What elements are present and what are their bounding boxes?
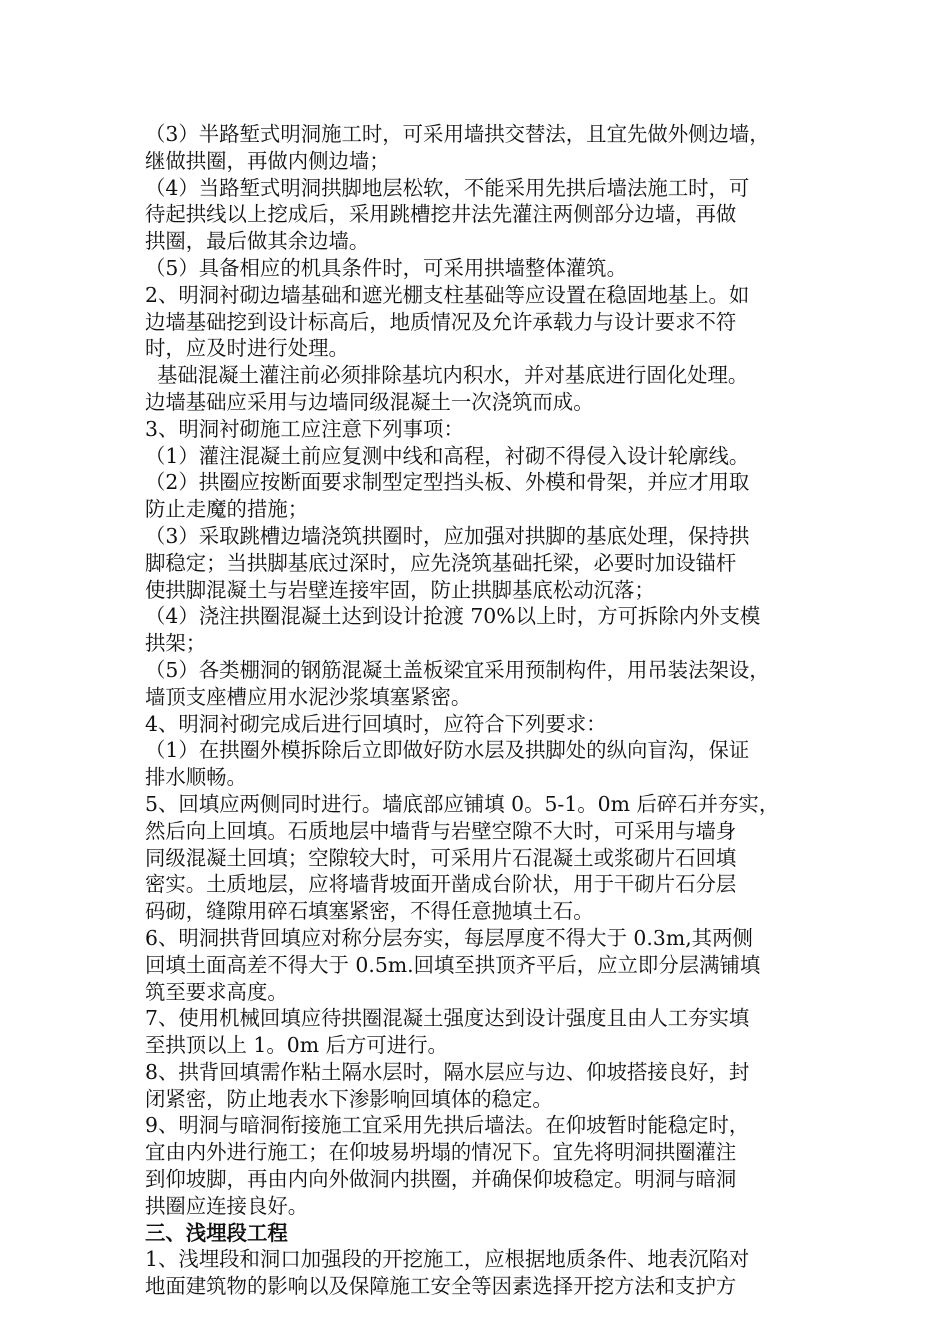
text-line: 9、明洞与暗洞衔接施工宜采用先拱后墙法。在仰坡暂时能稳定时，	[145, 1113, 750, 1138]
text-line: 继做拱圈，再做内侧边墙；	[145, 148, 390, 173]
text-line: 筑至要求高度。	[145, 979, 288, 1004]
text-line: 基础混凝土灌注前必须排除基坑内积水，并对基底进行固化处理。	[157, 363, 749, 388]
document-body	[145, 121, 845, 1300]
text-line: （4）浇注拱圈混凝土达到设计抢渡 70%以上时，方可拆除内外支模	[145, 604, 761, 629]
text-line: 码砌，缝隙用碎石填塞紧密，不得任意抛填土石。	[145, 899, 594, 924]
text-line: 排水顺畅。	[145, 765, 247, 790]
text-line: 然后向上回填。石质地层中墙背与岩壁空隙不大时，可采用与墙身	[145, 818, 737, 843]
text-line: 8、拱背回填需作粘土隔水层时，隔水层应与边、仰坡搭接良好，封	[145, 1059, 750, 1084]
text-line: 墙顶支座槽应用水泥沙浆填塞紧密。	[145, 684, 472, 709]
text-line: 边墙基础应采用与边墙同级混凝土一次浇筑而成。	[145, 389, 594, 414]
text-line: 密实。土质地层，应将墙背坡面开凿成台阶状，用于干砌片石分层	[145, 872, 737, 897]
text-line: （5）各类棚洞的钢筋混凝土盖板梁宜采用预制构件，用吊装法架设，	[145, 657, 770, 682]
text-line: 7、使用机械回填应待拱圈混凝土强度达到设计强度且由人工夯实填	[145, 1006, 750, 1031]
text-line: 6、明洞拱背回填应对称分层夯实，每层厚度不得大于 0.3m,其两侧	[145, 925, 753, 950]
text-line: 1、浅埋段和洞口加强段的开挖施工，应根据地质条件、地表沉陷对	[145, 1247, 750, 1272]
text-line: （3）半路堑式明洞施工时，可采用墙拱交替法，且宜先做外侧边墙，	[145, 122, 770, 146]
section-heading: 三、浅埋段工程	[145, 1220, 288, 1245]
text-line: 宜由内外进行施工；在仰坡易坍塌的情况下。宜先将明洞拱圈灌注	[145, 1140, 737, 1165]
text-line: 使拱脚混凝土与岩壁连接牢固，防止拱脚基底松动沉落；	[145, 577, 655, 602]
text-line: 4、明洞衬砌完成后进行回填时，应符合下列要求：	[145, 711, 607, 736]
text-line: 到仰坡脚，再由内向外做洞内拱圈，并确保仰坡稳定。明洞与暗洞	[145, 1167, 737, 1192]
text-line: （3）采取跳槽边墙浇筑拱圈时，应加强对拱脚的基底处理，保持拱	[145, 523, 750, 548]
text-line: （2）拱圈应按断面要求制型定型挡头板、外模和骨架，并应才用取	[145, 470, 750, 495]
text-line: 防止走魔的措施；	[145, 497, 309, 522]
text-line: 拱圈应连接良好。	[145, 1193, 309, 1218]
text-line: 至拱顶以上 1。0m 后方可进行。	[145, 1033, 448, 1058]
text-line: 5、回填应两侧同时进行。墙底部应铺填 0。5-1。0m 后碎石并夯实，	[145, 791, 780, 816]
text-line: 闭紧密，防止地表水下渗影响回填体的稳定。	[145, 1086, 553, 1111]
text-line: 边墙基础挖到设计标高后，地质情况及允许承载力与设计要求不符	[145, 309, 737, 334]
text-line: 同级混凝土回填；空隙较大时，可采用片石混凝土或浆砌片石回填	[145, 845, 737, 870]
text-line: （1）在拱圈外模拆除后立即做好防水层及拱脚处的纵向盲沟，保证	[145, 738, 750, 763]
text-line: 地面建筑物的影响以及保障施工安全等因素选择开挖方法和支护方	[145, 1274, 737, 1299]
text-line: 待起拱线以上挖成后，采用跳槽挖井法先灌注两侧部分边墙，再做	[145, 202, 737, 227]
text-line: （4）当路堑式明洞拱脚地层松软，不能采用先拱后墙法施工时，可	[145, 175, 750, 200]
text-line: 拱架；	[145, 631, 207, 656]
text-line: 拱圈，最后做其余边墙。	[145, 229, 370, 254]
text-line: 3、明洞衬砌施工应注意下列事项：	[145, 416, 464, 441]
text-line: 脚稳定；当拱脚基底过深时，应先浇筑基础托梁，必要时加设锚杆	[145, 550, 737, 575]
text-line: 2、明洞衬砌边墙基础和遮光棚支柱基础等应设置在稳固地基上。如	[145, 282, 750, 307]
text-line: 回填土面高差不得大于 0.5m.回填至拱顶齐平后，应立即分层满铺填	[145, 952, 761, 977]
text-line: 时，应及时进行处理。	[145, 336, 349, 361]
text-line: （1）灌注混凝土前应复测中线和高程，衬砌不得侵入设计轮廓线。	[145, 443, 750, 468]
text-line: （5）具备相应的机具条件时，可采用拱墙整体灌筑。	[145, 255, 627, 280]
